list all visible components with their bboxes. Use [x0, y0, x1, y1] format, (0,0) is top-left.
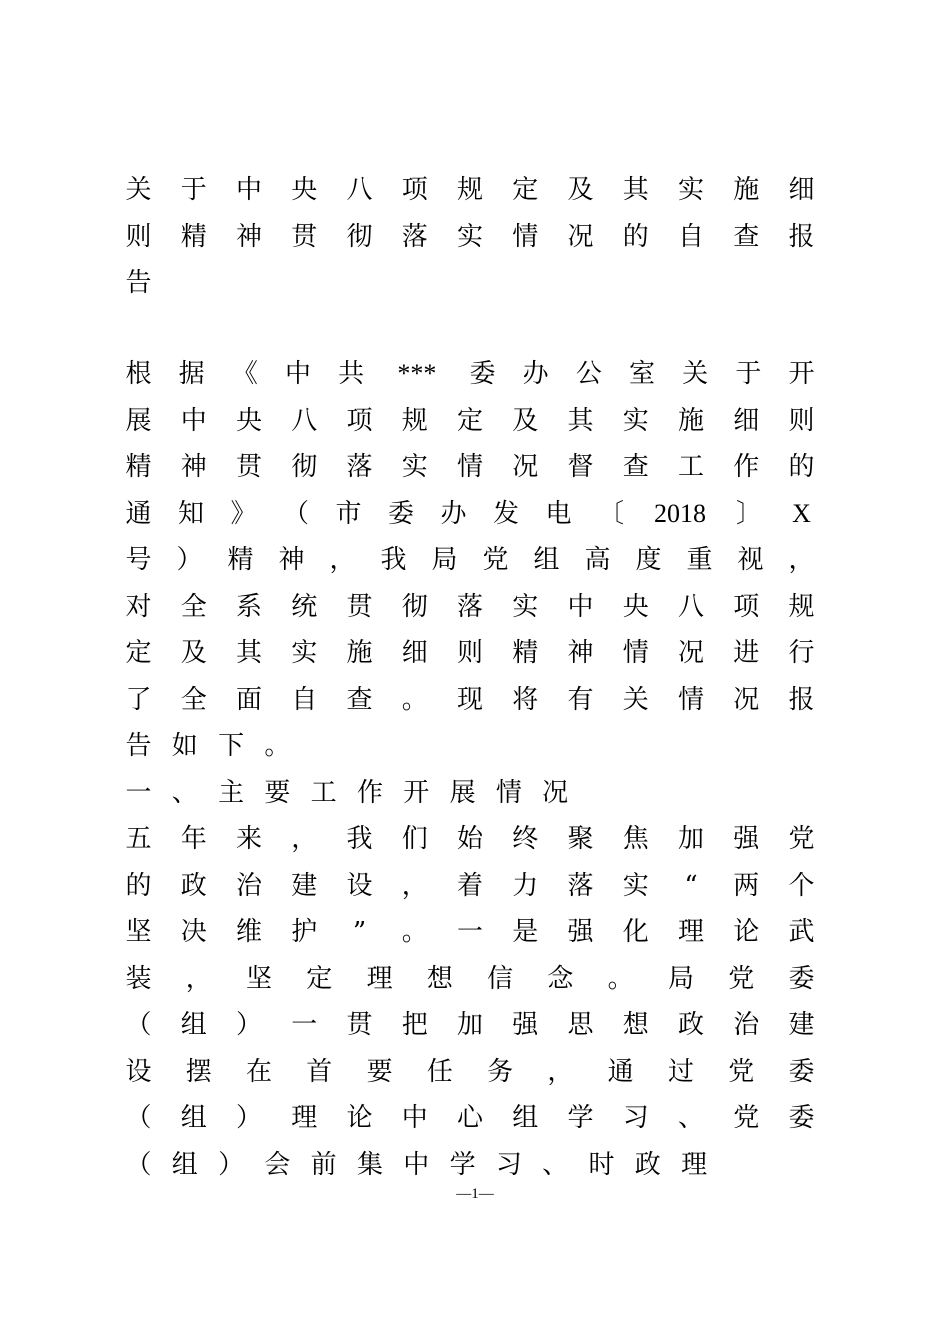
section-paragraph-line: （ 组 ） 理 论 中 心 组 学 习 、 党 委 — [125, 1103, 815, 1133]
intro-paragraph-line: 展 中 央 八 项 规 定 及 其 实 施 细 则 — [125, 405, 815, 436]
intro-paragraph-line: 精 神 贯 彻 落 实 情 况 督 查 工 作 的 — [125, 452, 815, 482]
intro-paragraph-line: 告 如 下 。 — [125, 731, 291, 761]
section-paragraph-line: 五 年 来 ， 我 们 始 终 聚 焦 加 强 党 — [125, 824, 815, 854]
section-paragraph-line: （ 组 ） 会 前 集 中 学 习 、 时 政 理 — [125, 1149, 708, 1180]
intro-paragraph-line: 定 及 其 实 施 细 则 精 神 情 况 进 行 — [125, 638, 815, 668]
title-line: 关 于 中 央 八 项 规 定 及 其 实 施 细 — [125, 175, 815, 205]
intro-paragraph-line: 对 全 系 统 贯 彻 落 实 中 央 八 项 规 — [125, 591, 815, 622]
section-heading-line: 一 、 主 要 工 作 开 展 情 况 — [125, 777, 569, 808]
page-number: —1— — [456, 1186, 494, 1202]
title-line: 告 — [125, 268, 152, 298]
intro-paragraph-line: 了 全 面 自 查 。 现 将 有 关 情 况 报 — [125, 684, 815, 715]
section-paragraph-line: 的 政 治 建 设 ， 着 力 落 实 “ 两 个 — [125, 870, 815, 901]
section-paragraph-line: 装 ， 坚 定 理 想 信 念 。 局 党 委 — [125, 963, 815, 994]
section-paragraph-line: 坚 决 维 护 ” 。 一 是 强 化 理 论 武 — [125, 917, 815, 947]
section-paragraph-line: 设 摆 在 首 要 任 务 ， 通 过 党 委 — [125, 1056, 815, 1087]
intro-paragraph-line: 通 知 》 （ 市 委 办 发 电 〔 2018 〕 X — [125, 498, 811, 529]
title-line: 则 精 神 贯 彻 落 实 情 况 的 自 查 报 — [125, 221, 815, 252]
intro-paragraph-line: 根 据 《 中 共 *** 委 办 公 室 关 于 开 — [125, 359, 815, 389]
section-paragraph-line: （ 组 ） 一 贯 把 加 强 思 想 政 治 建 — [125, 1010, 815, 1040]
intro-paragraph-line: 号 ） 精 神 ， 我 局 党 组 高 度 重 视 ， — [125, 545, 815, 575]
